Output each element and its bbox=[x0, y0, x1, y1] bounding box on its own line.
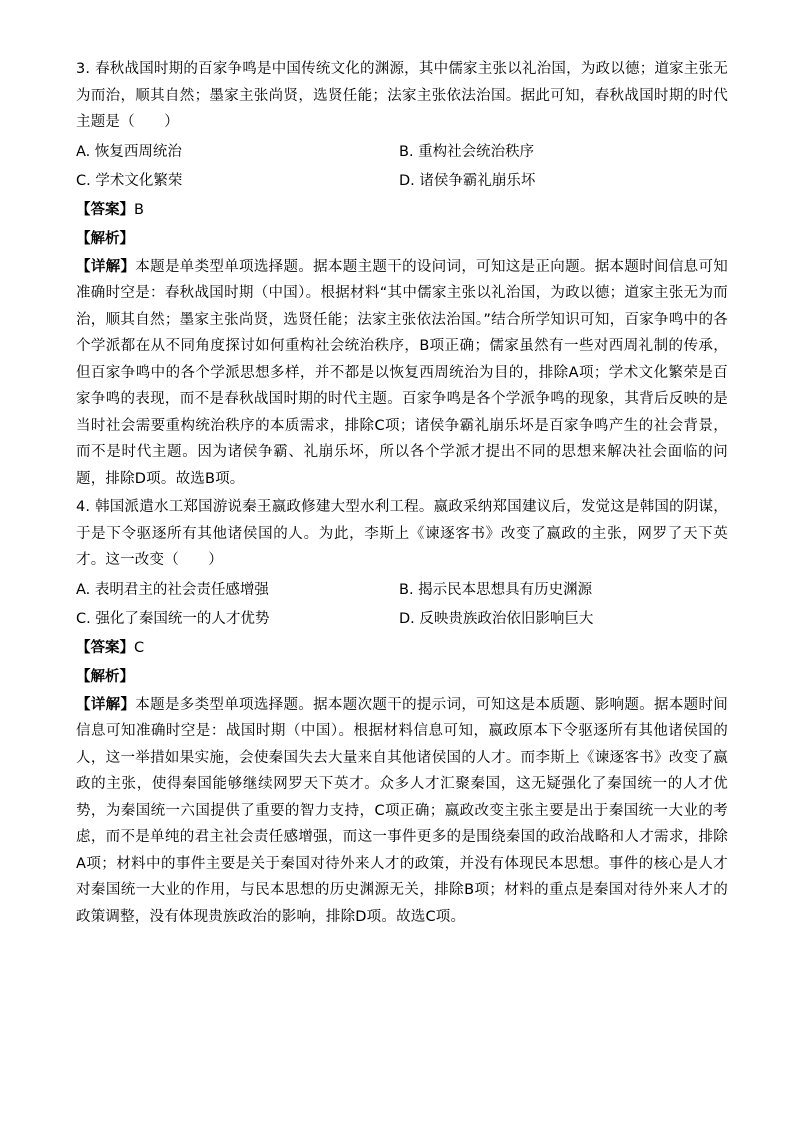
answer-label: 【答案】 bbox=[76, 639, 134, 656]
question-stem: 4. 韩国派遣水工郑国游说秦王嬴政修建大型水利工程。嬴政采纳郑国建议后，发觉这是韩国的阴谋，于是下令驱逐所有其他诸侯国的人。为此，李斯上《谏逐客书》改变了嬴政的主张，网罗了天下英才。这一改变（ ） bbox=[76, 499, 728, 568]
answer-label: 【答案】 bbox=[76, 201, 134, 218]
option-a: A. 恢复西周统治 bbox=[76, 143, 182, 160]
detail-label: 【详解】 bbox=[76, 696, 136, 713]
analysis-label: 【解析】 bbox=[76, 230, 134, 247]
answer-value: C bbox=[134, 639, 145, 656]
question-4 bbox=[76, 494, 728, 930]
analysis-label: 【解析】 bbox=[76, 668, 134, 685]
option-a: A. 表明君主的社会责任感增强 bbox=[76, 581, 269, 598]
option-b: B. 揭示民本思想具有历史渊源 bbox=[399, 581, 593, 598]
option-grid bbox=[76, 576, 728, 634]
option-b: B. 重构社会统治秩序 bbox=[399, 143, 535, 160]
option-d: D. 反映贵族政治依旧影响巨大 bbox=[399, 610, 594, 627]
answer-value: B bbox=[134, 201, 144, 218]
option-c: C. 学术文化繁荣 bbox=[76, 172, 183, 189]
detail-paragraph bbox=[76, 254, 728, 493]
option-d: D. 诸侯争霸礼崩乐坏 bbox=[399, 172, 536, 189]
document-page bbox=[76, 56, 728, 930]
option-c: C. 强化了秦国统一的人才优势 bbox=[76, 610, 270, 627]
answer-line bbox=[76, 196, 728, 225]
detail-paragraph bbox=[76, 692, 728, 931]
detail-label: 【详解】 bbox=[76, 258, 136, 275]
answer-line bbox=[76, 634, 728, 663]
detail-text: 本题是多类型单项选择题。据本题次题干的提示词，可知这是本质题、影响题。据本题时间信息可知准确时空是：战国时期（中国）。根据材料信息可知，嬴政原本下令驱逐所有其他诸侯国的人，这一举措如果实施，会使秦国失去大量来自其他诸侯国的人才。而李斯上《谏逐客书》改变了嬴政的主张，使得秦国能够继续网罗天下英才。众多人才汇聚秦国，这无疑强化了秦国统一的人才优势，为秦国统一六国提供了重要的智力支持，C项正确；嬴政改变主张主要是出于秦国统一大业的考虑，而不是单纯的君主社会责任感增强，而这一事件更多的是围绕秦国的政治战略和人才需求，排除A项；材料中的事件主要是关于秦国对待外来人才的政策，并没有体现民本思想。事件的核心是人才对秦国统一大业的作用，与民本思想的历史渊源无关，排除B项；材料的重点是秦国对待外来人才的政策调整，没有体现贵族政治的影响，排除D项。故选C项。 bbox=[76, 696, 728, 925]
detail-text: 本题是单类型单项选择题。据本题主题干的设问词，可知这是正向题。据本题时间信息可知准确时空是：春秋战国时期（中国）。根据材料“其中儒家主张以礼治国，为政以德；道家主张无为而治，顺其自然；墨家主张尚贤，选贤任能；法家主张依法治国。”结合所学知识可知，百家争鸣中的各个学派都在从不同角度探讨如何重构社会统治秩序，B项正确；儒家虽然有一些对西周礼制的传承，但百家争鸣中的各个学派思想多样，并不都是以恢复西周统治为目的，排除A项；学术文化繁荣是百家争鸣的表现，而不是春秋战国时期的时代主题。百家争鸣是各个学派争鸣的现象，其背后反映的是当时社会需要重构统治秩序的本质需求，排除C项；诸侯争霸礼崩乐坏是百家争鸣产生的社会背景，而不是时代主题。因为诸侯争霸、礼崩乐坏，所以各个学派才提出不同的思想来解决社会面临的问题，排除D项。故选B项。 bbox=[76, 258, 728, 487]
question-stem: 3. 春秋战国时期的百家争鸣是中国传统文化的渊源，其中儒家主张以礼治国，为政以德；道家主张无为而治，顺其自然；墨家主张尚贤，选贤任能；法家主张依法治国。据此可知，春秋战国时期的时代主题是（ ） bbox=[76, 61, 728, 130]
option-grid bbox=[76, 138, 728, 196]
question-3 bbox=[76, 56, 728, 492]
